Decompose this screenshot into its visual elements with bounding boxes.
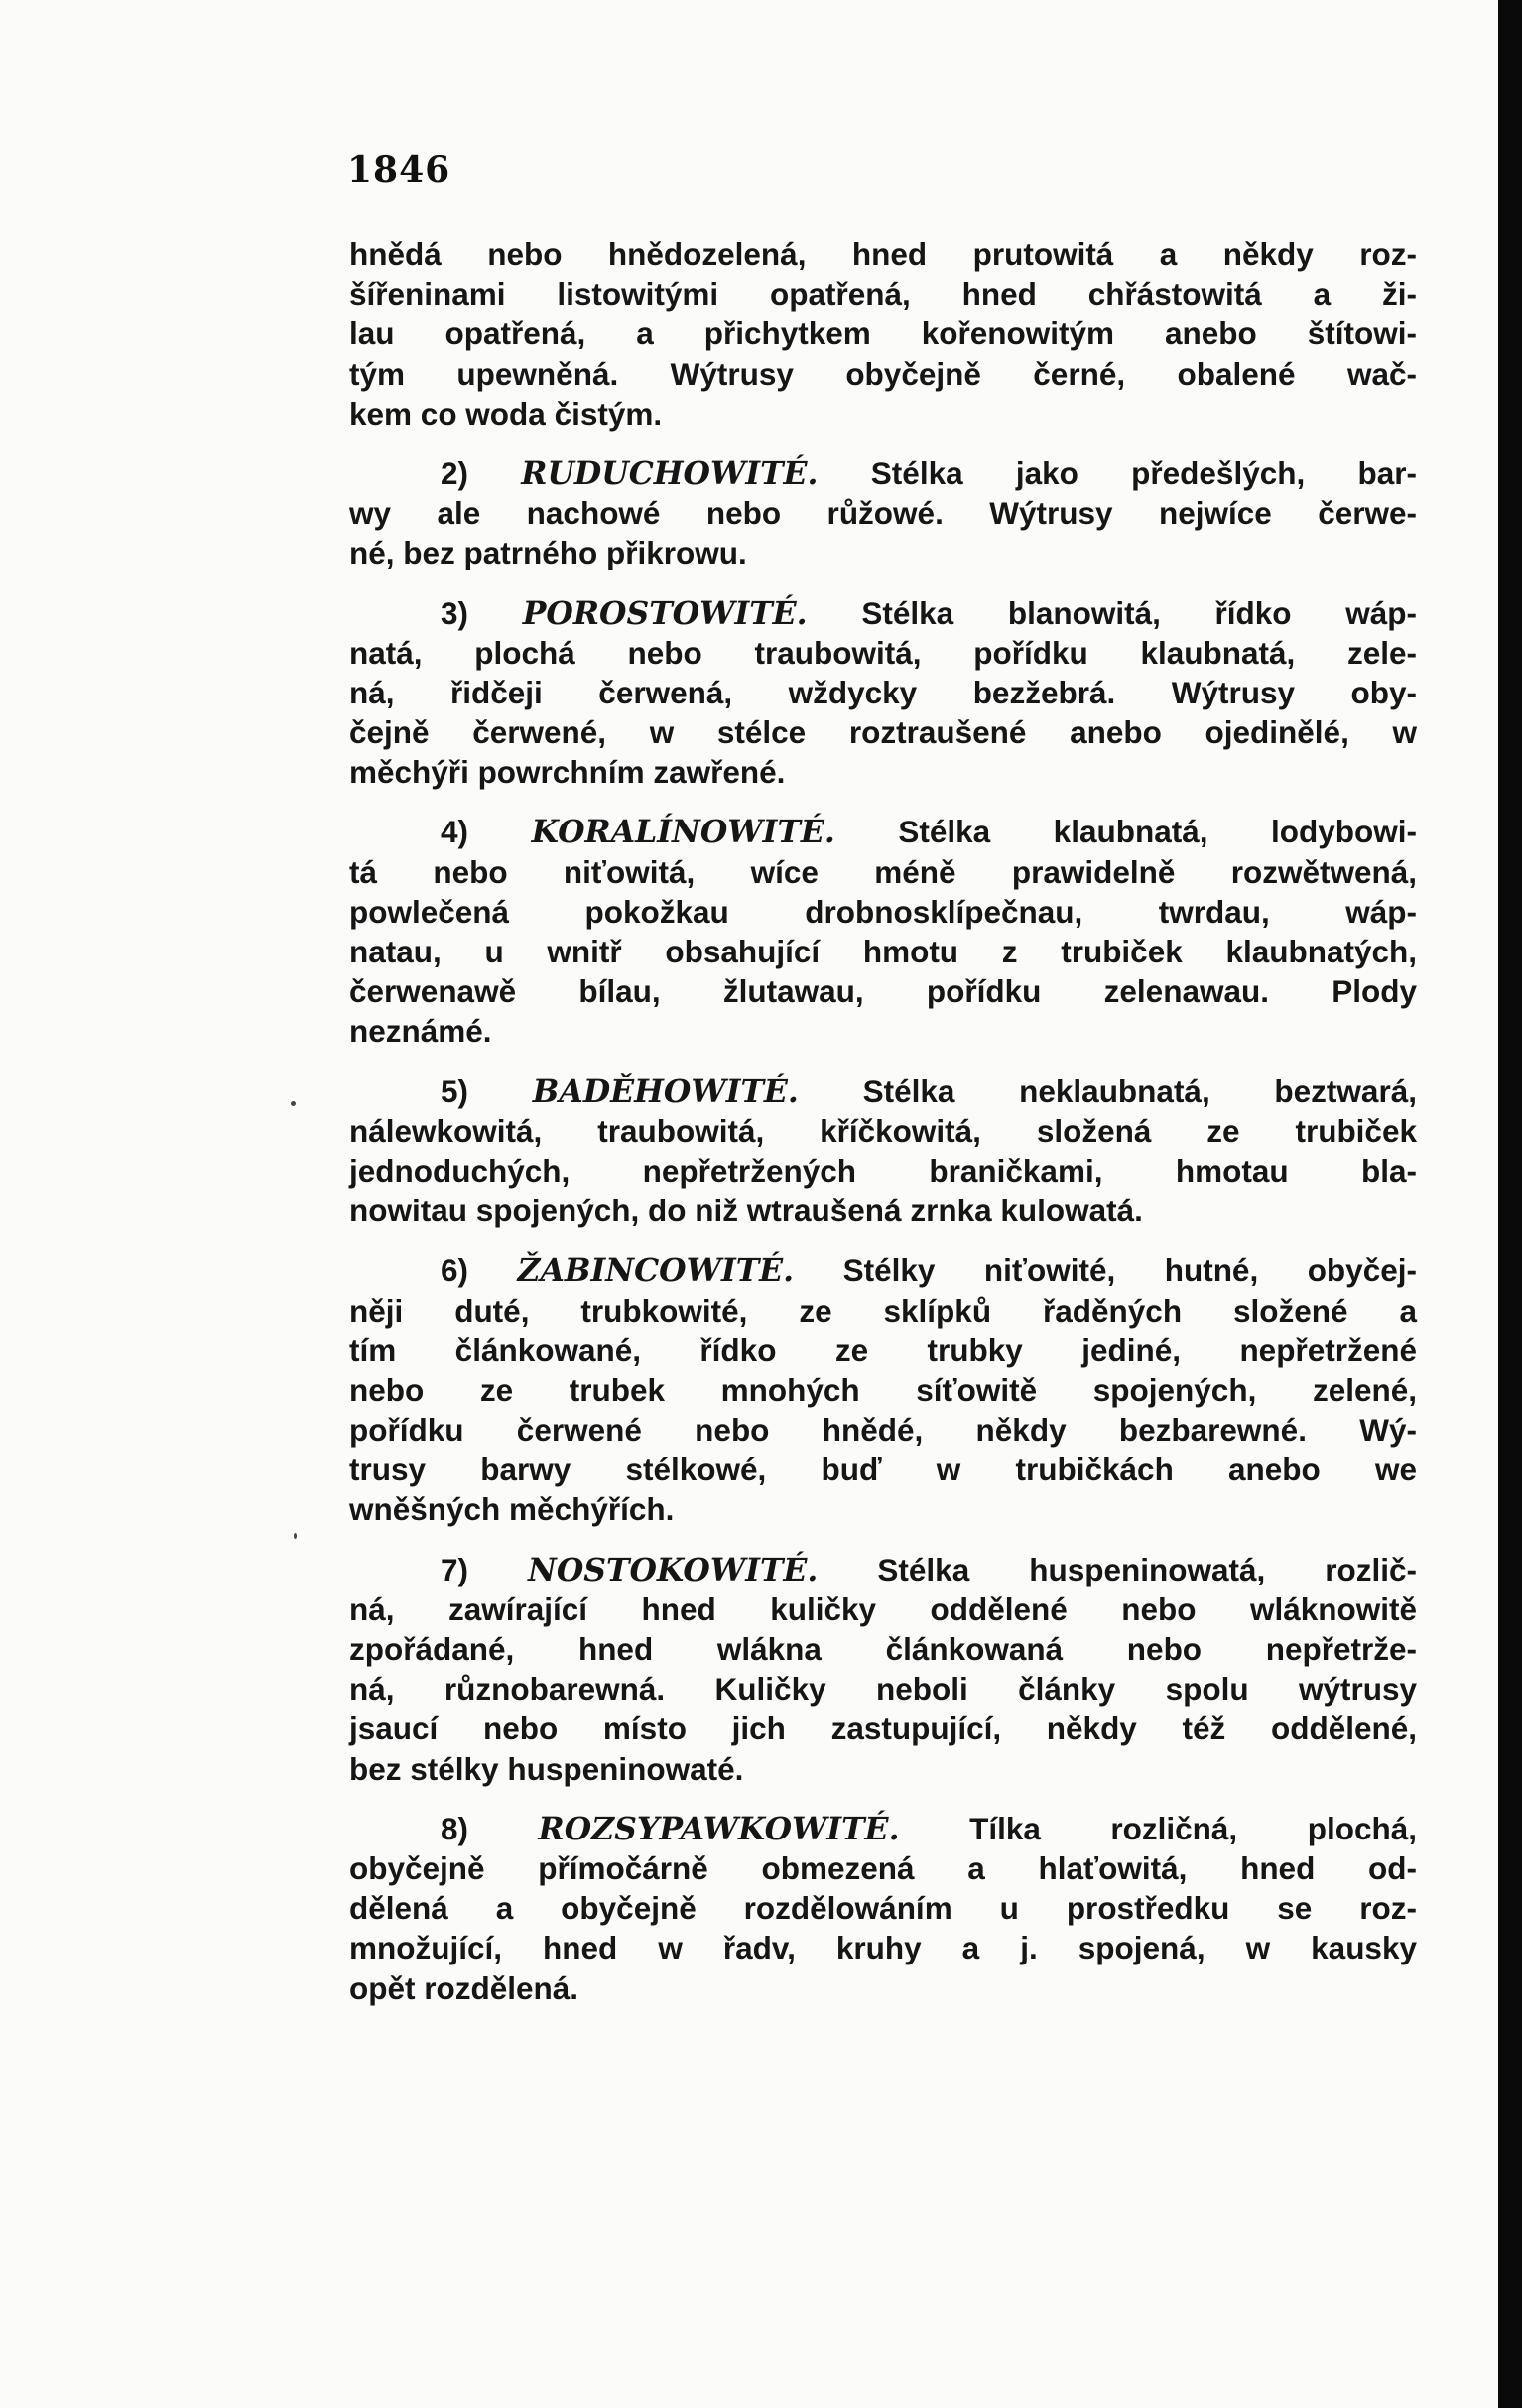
- paragraph-heading-line: [349, 1550, 1417, 1589]
- text-line: čejně čerwené, w stélce roztraušené anebo ojedinělé, w: [349, 714, 1417, 751]
- section-heading: ŽABINCOWITÉ.: [517, 1252, 795, 1290]
- text-line: bez stélky huspeninowaté.: [349, 1750, 744, 1787]
- text-line: čerwenawě bílau, žlutawau, pořídku zelenawau. Plody: [349, 973, 1417, 1010]
- text-line: lau opatřená, a přichytkem kořenowitým anebo štítowi-: [349, 316, 1417, 352]
- text-line: jsaucí nebo místo jich zastupující, někdy též oddělené,: [349, 1711, 1417, 1747]
- text-line: wněšných měchýřích.: [349, 1491, 675, 1528]
- item-number: 2): [441, 454, 469, 491]
- paragraph-heading-line: [349, 1250, 1417, 1290]
- paragraph-heading-line: [349, 453, 1417, 493]
- paragraph-ruduchowite: [349, 453, 1417, 573]
- paragraph-porostowite: [349, 593, 1417, 793]
- text-line: Stélka jako předešlých, bar-: [870, 454, 1417, 491]
- item-number: 8): [441, 1810, 469, 1846]
- section-heading: ROZSYPAWKOWITÉ.: [538, 1810, 900, 1847]
- body-text: [349, 234, 1417, 2008]
- paragraph-rozsypawkowite: [349, 1809, 1417, 2008]
- text-line: Tílka rozličná, plochá,: [969, 1810, 1417, 1846]
- page-number: 1846: [347, 149, 451, 190]
- text-line: ná, různobarewná. Kuličky neboli články spolu wýtrusy: [349, 1671, 1417, 1708]
- text-line: tím článkowané, řídko ze trubky jediné, nepřetržené: [349, 1331, 1417, 1368]
- text-line: Stélka klaubnatá, lodybowi-: [898, 814, 1417, 850]
- item-number: 6): [441, 1252, 469, 1289]
- text-line: šířeninami listowitými opatřená, hned chřástowitá a ži-: [349, 276, 1417, 313]
- paragraph-continuation: [349, 234, 1417, 434]
- text-line: natau, u wnitř obsahující hmotu z trubiček klaubnatých,: [349, 934, 1417, 969]
- text-line: Stélky niťowité, hutné, obyčej-: [842, 1252, 1417, 1289]
- item-number: 4): [441, 814, 469, 850]
- text-line: opět rozdělená.: [349, 1969, 579, 2006]
- item-number: 3): [441, 594, 469, 631]
- paragraph-badehowite: [349, 1072, 1417, 1231]
- paragraph-heading-line: [349, 1072, 1417, 1111]
- scan-border: [1498, 0, 1522, 2408]
- text-line: tým upewněná. Wýtrusy obyčejně černé, obalené wač-: [349, 355, 1417, 392]
- text-line: natá, plochá nebo traubowitá, pořídku klaubnatá, zele-: [349, 634, 1417, 671]
- text-line: nebo ze trubek mnohých síťowitě spojených, zelené,: [349, 1371, 1417, 1408]
- paragraph-zabincowite: [349, 1250, 1417, 1529]
- text-line: nálewkowitá, traubowitá, kříčkowitá, složená ze trubiček: [349, 1112, 1417, 1149]
- paragraph-koralinowite: [349, 812, 1417, 1051]
- text-line: Stélka neklaubnatá, beztwará,: [862, 1073, 1417, 1109]
- text-line: něji duté, trubkowité, ze sklípků řaděných složené a: [349, 1292, 1417, 1329]
- text-line: dělená a obyčejně rozdělowáním u prostředku se roz-: [349, 1890, 1417, 1927]
- paper-speck: [291, 1101, 296, 1106]
- text-line: hnědá nebo hnědozelená, hned prutowitá a někdy roz-: [349, 236, 1417, 272]
- text-line: Stélka blanowitá, řídko wáp-: [861, 594, 1417, 631]
- paragraph-heading-line: [349, 812, 1417, 851]
- text-line: trusy barwy stélkowé, buď w trubičkách anebo we: [349, 1452, 1417, 1488]
- text-line: jednoduchých, nepřetržených braničkami, hmotau bla-: [349, 1152, 1417, 1189]
- text-line: neznámé.: [349, 1013, 492, 1050]
- text-line: ná, zawírající hned kuličky oddělené nebo wláknowitě: [349, 1590, 1417, 1627]
- section-heading: NOSTOKOWITÉ.: [528, 1551, 819, 1588]
- text-line: nowitau spojených, do niž wtraušená zrnka kulowatá.: [349, 1193, 1143, 1229]
- text-line: Stélka huspeninowatá, rozlič-: [877, 1551, 1417, 1587]
- text-line: wy ale nachowé nebo růžowé. Wýtrusy nejwíce čerwe-: [349, 495, 1417, 532]
- text-line: množující, hned w řadv, kruhy a j. spojená, w kausky: [349, 1930, 1417, 1966]
- item-number: 7): [441, 1551, 469, 1587]
- text-line: obyčejně přímočárně obmezená a hlaťowitá, hned od-: [349, 1849, 1417, 1886]
- text-line: zpořádané, hned wlákna článkowaná nebo nepřetrže-: [349, 1631, 1417, 1667]
- paragraph-heading-line: [349, 1809, 1417, 1848]
- section-heading: POROSTOWITÉ.: [522, 594, 808, 632]
- item-number: 5): [441, 1073, 469, 1109]
- text-line: powlečená pokožkau drobnosklípečnau, twrdau, wáp-: [349, 893, 1417, 930]
- section-heading: RUDUCHOWITÉ.: [521, 454, 819, 492]
- text-line: pořídku čerwené nebo hnědé, někdy bezbarewné. Wý-: [349, 1412, 1417, 1449]
- section-heading: KORALÍNOWITÉ.: [531, 814, 835, 851]
- text-line: né, bez patrného přikrowu.: [349, 535, 747, 571]
- paragraph-heading-line: [349, 593, 1417, 633]
- paragraph-nostokowite: [349, 1550, 1417, 1789]
- text-line: měchýři powrchním zawřené.: [349, 754, 786, 791]
- text-line: tá nebo niťowitá, wíce méně prawidelně rozwětwená,: [349, 853, 1417, 890]
- section-heading: BADĚHOWITÉ.: [532, 1073, 799, 1110]
- text-line: ná, řidčeji čerwená, wždycky bezžebrá. Wýtrusy oby-: [349, 674, 1417, 710]
- text-line: kem co woda čistým.: [349, 395, 663, 432]
- paper-speck: [294, 1533, 297, 1539]
